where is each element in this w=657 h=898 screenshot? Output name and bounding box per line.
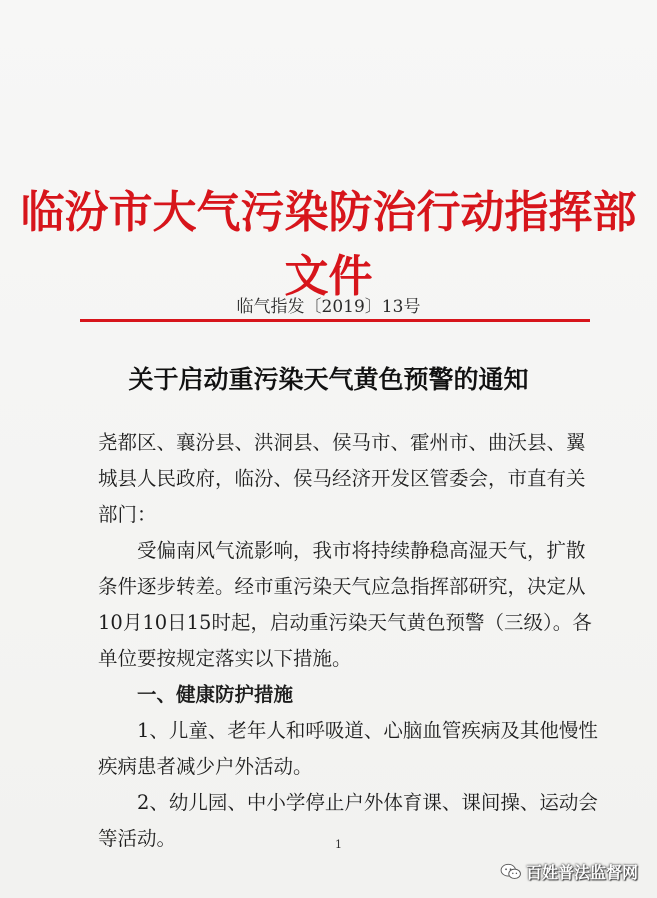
section-heading: 一、健康防护措施 — [137, 683, 294, 706]
list-item-2: 2、幼儿园、中小学停止户外体育课、课间操、运动会等活动。 — [98, 791, 598, 850]
wechat-icon — [500, 863, 522, 881]
list-item-1: 1、儿童、老年人和呼吸道、心脑血管疾病及其他慢性疾病患者减少户外活动。 — [98, 719, 598, 778]
document-body — [98, 425, 598, 857]
document-number: 临气指发〔2019〕13号 — [236, 297, 421, 317]
recipients-line: 尧都区、襄汾县、洪洞县、侯马市、霍州市、曲沃县、翼城县人民政府，临汾、侯马经济开发区管委会，市直有关部门： — [98, 431, 586, 526]
watermark — [500, 860, 638, 883]
paragraph-1: 受偏南风气流影响，我市将持续静稳高湿天气，扩散条件逐步转差。经市重污染天气应急指挥部研究，决定从10月10日15时起，启动重污染天气黄色预警（三级）。各单位要按规定落实以下措施。 — [98, 539, 592, 670]
watermark-text: 百姓普法监督网 — [526, 863, 639, 882]
notice-title: 关于启动重污染天气黄色预警的通知 — [128, 365, 529, 394]
red-divider-line — [80, 319, 590, 322]
document-header-title: 临汾市大气污染防治行动指挥部文件 — [20, 187, 637, 302]
page-number: 1 — [335, 838, 342, 851]
